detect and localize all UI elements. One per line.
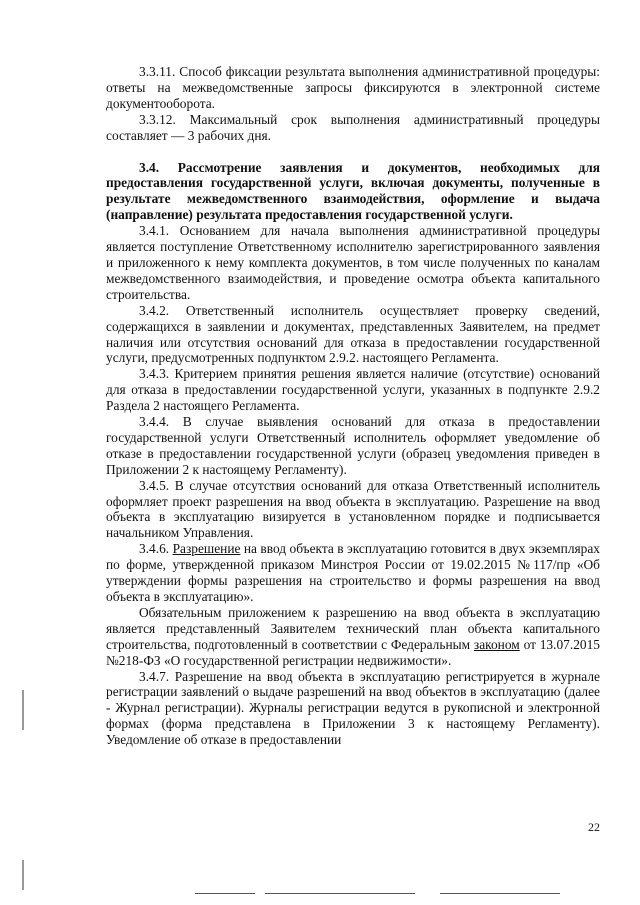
section-heading-3-4: 3.4. Рассмотрение заявления и документов, необходимых для предоставления государственной услуги, включая документы, полученные в результате межведомственного взаимодействия, оформление и выдача (направление) результата предоставления государственной услуги. <box>106 159 600 223</box>
paragraph-3-4-3: 3.4.3. Критерием принятия решения является наличие (отсутствие) оснований для отказа в предоставлении государственной услуги, указанных в подпункте 2.9.2 Раздела 2 настоящего Регламента. <box>106 366 600 414</box>
paragraph-text: от 13.07.2015 №218-ФЗ «О государственной регистрации недвижимости». <box>106 636 600 668</box>
paragraph-3-4-5: 3.4.5. В случае отсутствия оснований для отказа Ответственный исполнитель оформляет проект разрешения на ввод объекта в эксплуатацию. Разрешение на ввод объекта в эксплуатацию визируется в установленном порядке и подписывается начальником Управления. <box>106 477 600 541</box>
paragraph-text: на ввод объекта в эксплуатацию готовится в двух экземплярах по форме, утвержденной приказом Минстроя России от 19.02.2015 №117/пр «Об утверждении формы разрешения на строительство и формы разрешения на ввод объекта в эксплуатацию». <box>106 541 600 604</box>
paragraph-3-3-11: 3.3.11. Способ фиксации результата выполнения административной процедуры: ответы на межведомственные запросы фиксируются в электронной системе документооборота. <box>106 64 600 111</box>
permit-link[interactable]: Разрешение <box>172 541 241 557</box>
paragraph-mandatory-attachment <box>106 605 600 669</box>
spacer <box>106 144 600 160</box>
paragraph-3-4-4: 3.4.4. В случае выявления оснований для отказа в предоставлении государственной услуги Ответственный исполнитель оформляет уведомление об отказе в предоставлении государственной услуги (образец уведомления приведен в Приложении 2 к настоящему Регламенту). <box>106 414 600 477</box>
paragraph-3-4-1: 3.4.1. Основанием для начала выполнения административной процедуры является поступление Ответственному исполнителю зарегистрированного заявления и приложенного к нему комплекта документов, в том числе полученных по каналам межведомственного взаимодействия, и проведение осмотра объекта капитального строительства. <box>106 223 600 302</box>
paragraph-number: 3.4.6. <box>139 541 170 557</box>
paragraph-3-4-2: 3.4.2. Ответственный исполнитель осуществляет проверку сведений, содержащихся в заявлении и документах, представленных Заявителем, на предмет наличия или отсутствия оснований для отказа в предоставлении государственной услуги, предусмотренных подпунктом 2.9.2. настоящего Регламента. <box>106 302 600 366</box>
paragraph-3-3-12: 3.3.12. Максимальный срок выполнения административный процедуры составляет — 3 рабочих дня. <box>106 111 600 143</box>
scan-edge-mark <box>22 860 24 890</box>
paragraph-3-4-6 <box>106 541 600 605</box>
scan-edge-mark <box>22 690 24 730</box>
paragraph-text: Обязательным приложением к разрешению на ввод объекта в эксплуатацию является представленный Заявителем технический план объекта капитального строительства, подготовленный в соответствии с Федеральным <box>106 604 600 652</box>
footer-rule <box>265 893 415 894</box>
federal-law-link[interactable]: законом <box>473 636 520 652</box>
paragraph-3-4-7: 3.4.7. Разрешение на ввод объекта в эксплуатацию регистрируется в журнале регистрации заявлений о выдаче разрешений на ввод объектов в эксплуатацию (далее - Журнал регистрации). Журналы регистрации ведутся в рукописной и электронной формах (форма представлена в Приложении 3 к настоящему Регламенту). Уведомление об отказе в предоставлении <box>106 668 600 748</box>
page-number: 22 <box>588 820 600 834</box>
footer-rule <box>195 893 255 894</box>
footer-rule <box>440 893 560 894</box>
document-body <box>106 64 600 748</box>
